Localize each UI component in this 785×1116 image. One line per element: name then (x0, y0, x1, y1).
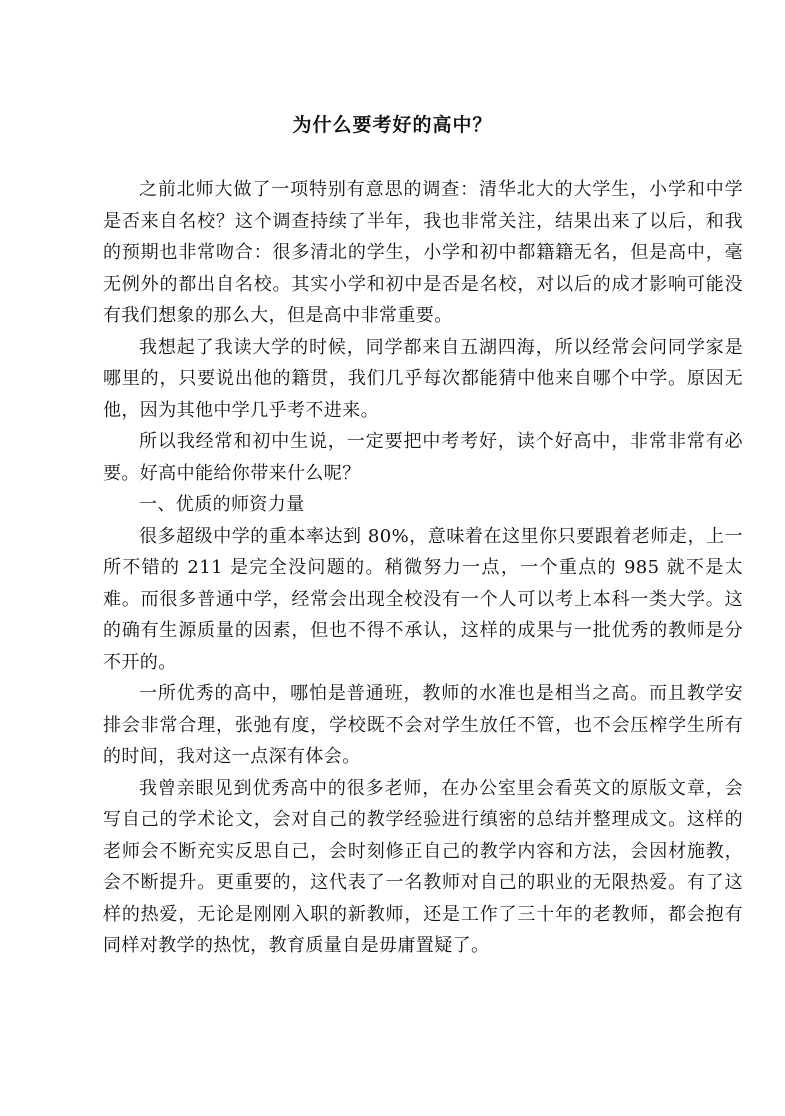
section-heading-teachers: 一、优质的师资力量 (139, 494, 305, 515)
paragraph-4: 很多超级中学的重本率达到 80%，意味着在这里你只要跟着老师走，上一所不错的 211 是完全没问题的。稍微努力一点，一个重点的 985 就不是太难。而很多普通中学，经常会出现全校没有一个人可以考上本科一类大学。这的确有生源质量的因素，但也不得不承认，这样的成果与一批优秀的教师是分不开的。 (103, 525, 743, 673)
paragraph-2: 我想起了我读大学的时候，同学都来自五湖四海，所以经常会问同学家是哪里的，只要说出他的籍贯，我们几乎每次都能猜中他来自哪个中学。原因无他，因为其他中学几乎考不进来。 (103, 336, 743, 421)
paragraph-5: 一所优秀的高中，哪怕是普通班，教师的水准也是相当之高。而且教学安排会非常合理，张弛有度，学校既不会对学生放任不管，也不会压榨学生所有的时间，我对这一点深有体会。 (103, 683, 743, 767)
document-body (103, 174, 743, 962)
paragraph-1: 之前北师大做了一项特别有意思的调查：清华北大的大学生，小学和中学是否来自名校？这个调查持续了半年，我也非常关注，结果出来了以后，和我的预期也非常吻合：很多清北的学生，小学和初中都籍籍无名，但是高中，毫无例外的都出自名校。其实小学和初中是否是名校，对以后的成才影响可能没有我们想象的那么大，但是高中非常重要。 (103, 179, 743, 326)
document-title: 为什么要考好的高中？ (292, 114, 493, 136)
paragraph-6: 我曾亲眼见到优秀高中的很多老师，在办公室里会看英文的原版文章，会写自己的学术论文，会对自己的教学经验进行缜密的总结并整理成文。这样的老师会不断充实反思自己，会时刻修正自己的教学内容和方法，会因材施教，会不断提升。更重要的，这代表了一名教师对自己的职业的无限热爱。有了这样的热爱，无论是刚刚入职的新教师，还是工作了三十年的老教师，都会抱有同样对教学的热忱，教育质量自是毋庸置疑了。 (103, 777, 743, 956)
paragraph-3: 所以我经常和初中生说，一定要把中考考好，读个好高中，非常非常有必要。好高中能给你带来什么呢？ (103, 431, 743, 484)
